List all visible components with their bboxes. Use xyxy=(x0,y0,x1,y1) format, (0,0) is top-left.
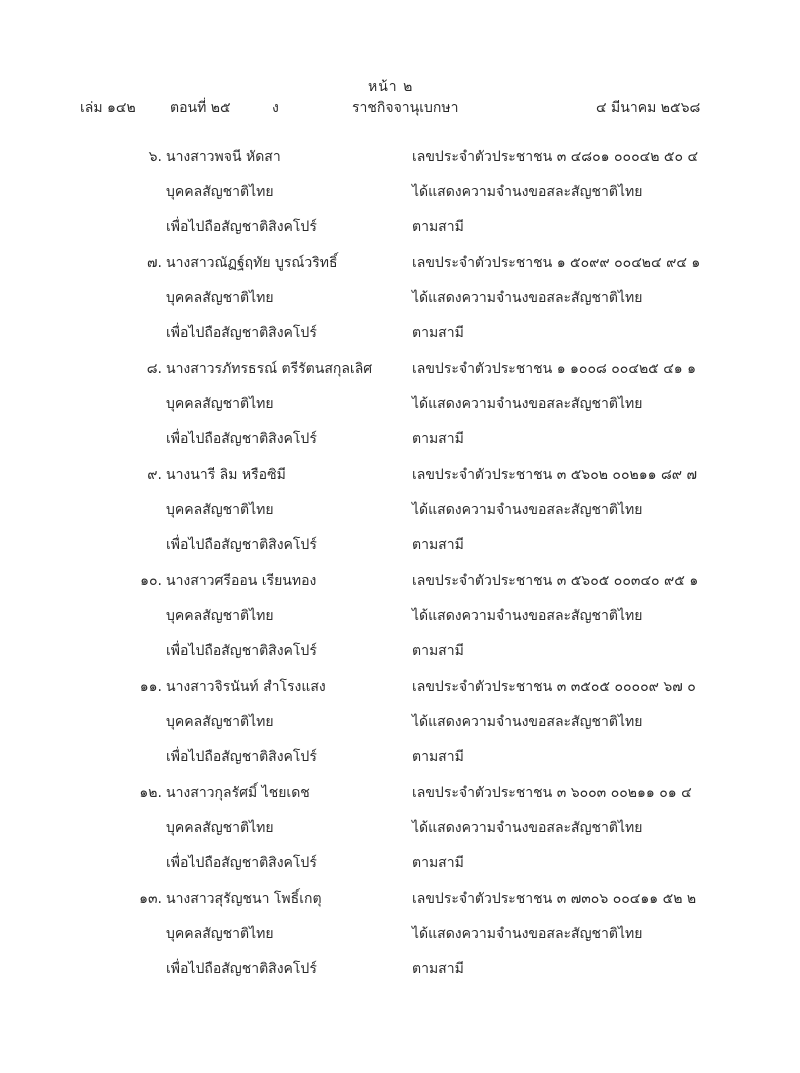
entry-number: ๙. xyxy=(147,467,162,483)
person-name: นางสาวพจนี หัดสา xyxy=(166,149,281,165)
purpose: เพื่อไปถือสัญชาติสิงคโปร์ xyxy=(166,219,317,235)
gazette-title: ราชกิจจานุเบกษา xyxy=(352,100,459,116)
reason: ตามสามี xyxy=(412,537,464,553)
citizen-id: เลขประจำตัวประชาชน ๓ ๕๖๐๕ ๐๐๓๔๐ ๙๕ ๑ xyxy=(412,573,699,589)
entry-number: ๑๐. xyxy=(140,573,162,589)
citizen-id: เลขประจำตัวประชาชน ๓ ๕๖๐๒ ๐๐๒๑๑ ๘๙ ๗ xyxy=(412,467,697,483)
citizen-id: เลขประจำตัวประชาชน ๑ ๕๐๙๙ ๐๐๔๒๔ ๙๔ ๑ xyxy=(412,255,701,271)
citizen-id: เลขประจำตัวประชาชน ๑ ๑๐๐๘ ๐๐๔๒๕ ๔๑ ๑ xyxy=(412,361,697,377)
renunciation-declaration: ได้แสดงความจำนงขอสละสัญชาติไทย xyxy=(412,290,643,306)
issue-label: ตอนที่ ๒๕ xyxy=(170,100,231,116)
reason: ตามสามี xyxy=(412,219,464,235)
renunciation-declaration: ได้แสดงความจำนงขอสละสัญชาติไทย xyxy=(412,926,643,942)
list-item xyxy=(0,352,800,458)
citizen-id: เลขประจำตัวประชาชน ๓ ๖๐๐๓ ๐๐๒๑๑ ๐๑ ๔ xyxy=(412,785,692,801)
purpose: เพื่อไปถือสัญชาติสิงคโปร์ xyxy=(166,643,317,659)
reason: ตามสามี xyxy=(412,961,464,977)
reason: ตามสามี xyxy=(412,325,464,341)
nationality-status: บุคคลสัญชาติไทย xyxy=(166,608,274,624)
entry-list xyxy=(0,140,800,988)
list-item xyxy=(0,140,800,246)
person-name: นางสาวณัฏฐ์ฤทัย บูรณ์วริทธิ์ xyxy=(166,255,338,271)
person-name: นางนารี ลิม หรือซิมี xyxy=(166,467,286,483)
entry-number: ๑๑. xyxy=(139,679,162,695)
person-name: นางสาวศรีออน เรียนทอง xyxy=(166,573,317,589)
purpose: เพื่อไปถือสัญชาติสิงคโปร์ xyxy=(166,855,317,871)
reason: ตามสามี xyxy=(412,431,464,447)
list-item xyxy=(0,246,800,352)
purpose: เพื่อไปถือสัญชาติสิงคโปร์ xyxy=(166,961,317,977)
nationality-status: บุคคลสัญชาติไทย xyxy=(166,502,274,518)
renunciation-declaration: ได้แสดงความจำนงขอสละสัญชาติไทย xyxy=(412,608,643,624)
volume-label: เล่ม ๑๔๒ xyxy=(80,100,136,116)
nationality-status: บุคคลสัญชาติไทย xyxy=(166,714,274,730)
person-name: นางสาวจิรนันท์ สำโรงแสง xyxy=(166,679,326,695)
purpose: เพื่อไปถือสัญชาติสิงคโปร์ xyxy=(166,431,317,447)
nationality-status: บุคคลสัญชาติไทย xyxy=(166,184,274,200)
entry-number: ๑๓. xyxy=(139,891,162,907)
publication-date: ๔ มีนาคม ๒๕๖๘ xyxy=(596,100,701,116)
purpose: เพื่อไปถือสัญชาติสิงคโปร์ xyxy=(166,325,317,341)
section-label: ง xyxy=(272,100,279,116)
citizen-id: เลขประจำตัวประชาชน ๓ ๗๓๐๖ ๐๐๔๑๑ ๕๒ ๒ xyxy=(412,891,697,907)
nationality-status: บุคคลสัญชาติไทย xyxy=(166,820,274,836)
citizen-id: เลขประจำตัวประชาชน ๓ ๔๘๐๑ ๐๐๐๔๒ ๕๐ ๔ xyxy=(412,149,699,165)
purpose: เพื่อไปถือสัญชาติสิงคโปร์ xyxy=(166,749,317,765)
list-item xyxy=(0,670,800,776)
entry-number: ๘. xyxy=(146,361,162,377)
renunciation-declaration: ได้แสดงความจำนงขอสละสัญชาติไทย xyxy=(412,714,643,730)
list-item xyxy=(0,564,800,670)
entry-number: ๑๒. xyxy=(139,785,162,801)
entry-number: ๗. xyxy=(147,255,162,271)
nationality-status: บุคคลสัญชาติไทย xyxy=(166,396,274,412)
renunciation-declaration: ได้แสดงความจำนงขอสละสัญชาติไทย xyxy=(412,184,643,200)
list-item xyxy=(0,882,800,988)
person-name: นางสาวกุลรัศมิ์ ไชยเดช xyxy=(166,785,310,801)
renunciation-declaration: ได้แสดงความจำนงขอสละสัญชาติไทย xyxy=(412,396,643,412)
renunciation-declaration: ได้แสดงความจำนงขอสละสัญชาติไทย xyxy=(412,502,643,518)
entry-number: ๖. xyxy=(148,149,162,165)
reason: ตามสามี xyxy=(412,855,464,871)
nationality-status: บุคคลสัญชาติไทย xyxy=(166,290,274,306)
person-name: นางสาวรภัทรธรณ์ ตรีรัตนสกุลเลิศ xyxy=(166,361,373,377)
list-item xyxy=(0,776,800,882)
renunciation-declaration: ได้แสดงความจำนงขอสละสัญชาติไทย xyxy=(412,820,643,836)
citizen-id: เลขประจำตัวประชาชน ๓ ๓๕๐๕ ๐๐๐๐๙ ๖๗ ๐ xyxy=(412,679,696,695)
person-name: นางสาวสุรัญชนา โพธิ์เกตุ xyxy=(166,891,322,907)
nationality-status: บุคคลสัญชาติไทย xyxy=(166,926,274,942)
page-number: หน้า ๒ xyxy=(368,79,414,95)
reason: ตามสามี xyxy=(412,643,464,659)
purpose: เพื่อไปถือสัญชาติสิงคโปร์ xyxy=(166,537,317,553)
reason: ตามสามี xyxy=(412,749,464,765)
list-item xyxy=(0,458,800,564)
